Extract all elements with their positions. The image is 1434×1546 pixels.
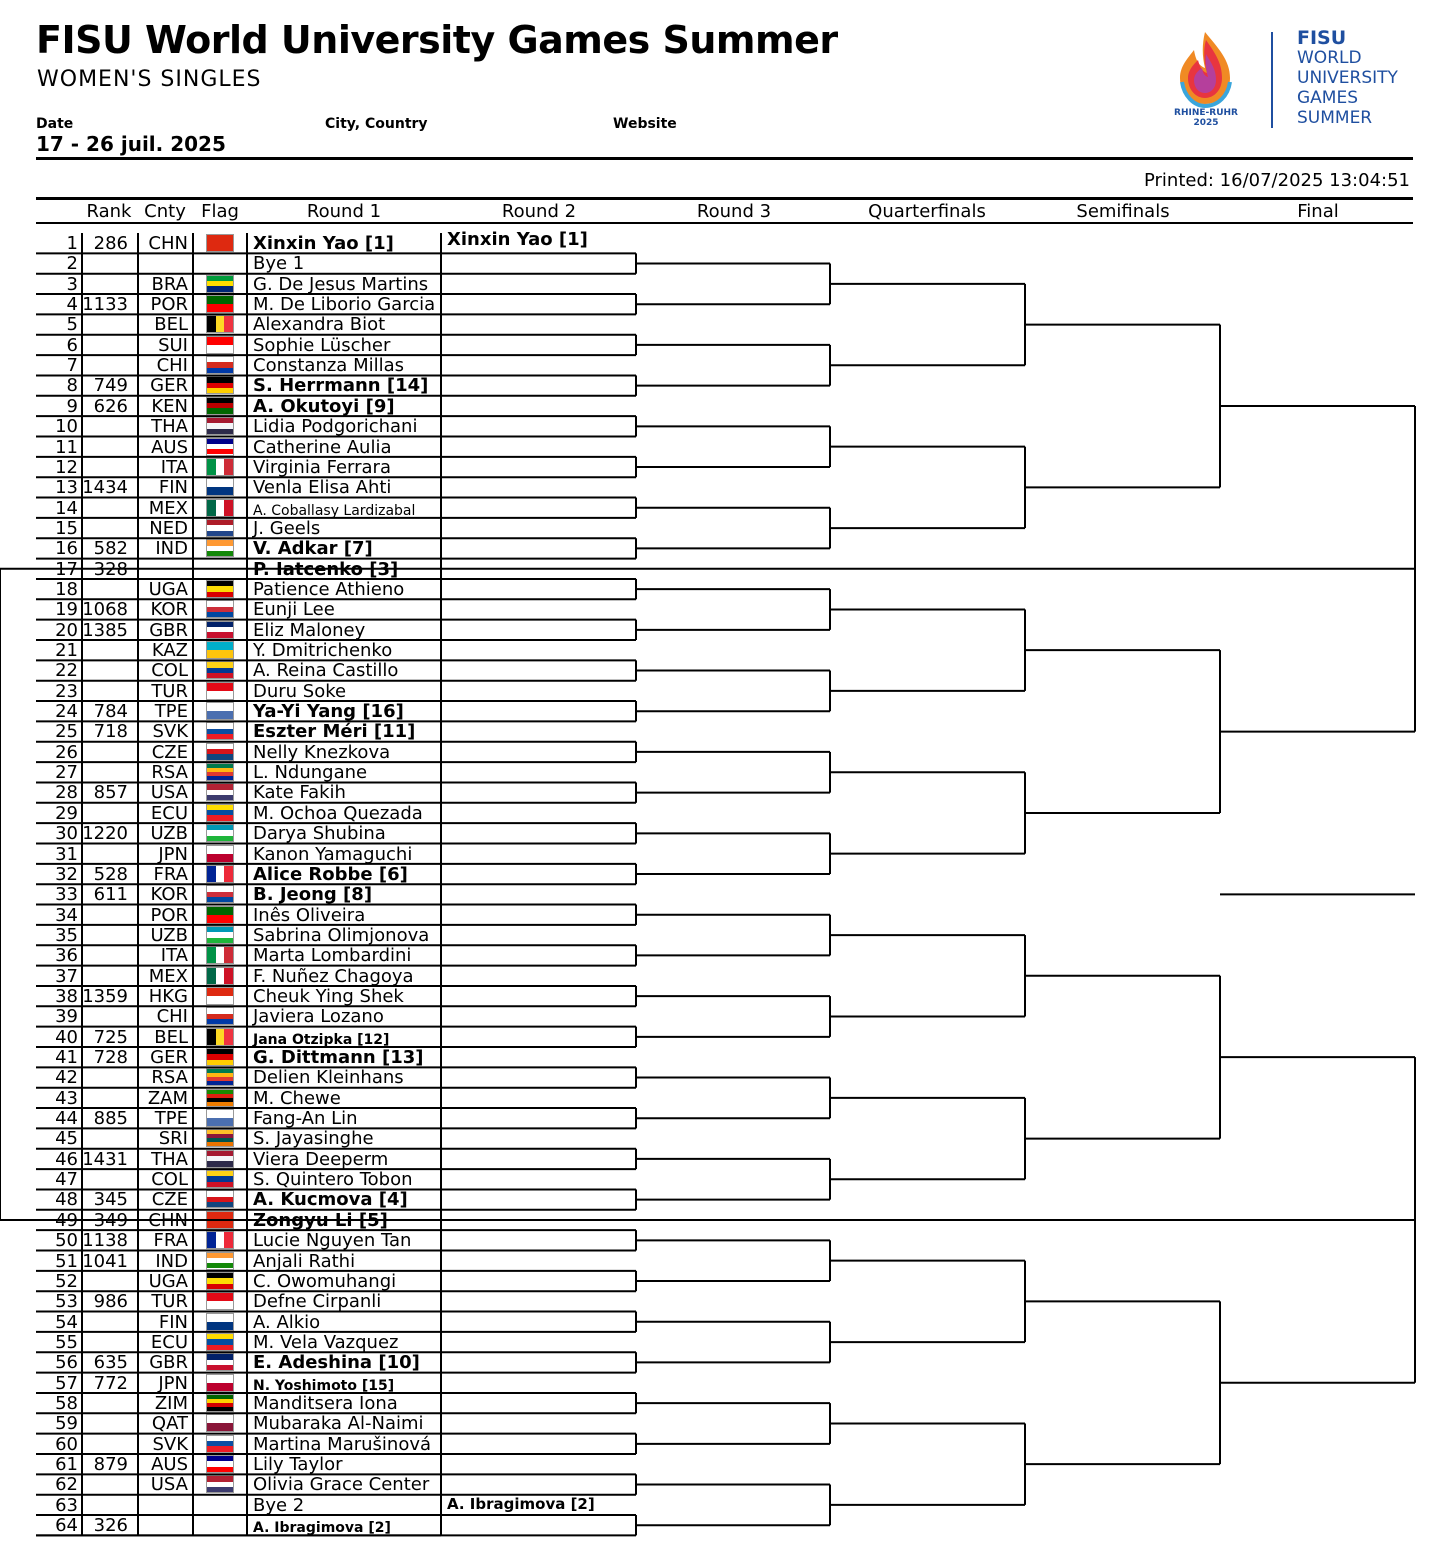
- draw-position: 4: [66, 294, 78, 316]
- player-country: FIN: [158, 1311, 188, 1333]
- player-rank: 1068: [82, 599, 128, 621]
- date-label: Date: [36, 116, 74, 132]
- draw-position: 19: [55, 599, 78, 621]
- player-name: Nelly Knezkova: [253, 741, 391, 763]
- player-rank: 326: [93, 1515, 128, 1537]
- player-country: QAT: [151, 1413, 188, 1435]
- player-rank: 1359: [82, 985, 128, 1007]
- player-name: Delien Kleinhans: [253, 1067, 404, 1089]
- player-country: IND: [155, 1250, 188, 1272]
- draw-position: 2: [66, 253, 78, 275]
- player-country: JPN: [158, 843, 188, 865]
- draw-position: 54: [55, 1311, 78, 1333]
- round-2-winner: A. Ibragimova [2]: [447, 1495, 595, 1514]
- player-country: AUS: [151, 1454, 188, 1475]
- draw-position: 30: [55, 823, 78, 845]
- player-name: S. Quintero Tobon: [253, 1169, 413, 1191]
- player-name: Manditsera Iona: [253, 1392, 398, 1414]
- draw-position: 15: [55, 517, 78, 539]
- player-name: Kanon Yamaguchi: [253, 843, 413, 865]
- player-country: UZB: [150, 823, 188, 845]
- player-country: AUS: [151, 436, 188, 458]
- draw-position: 27: [55, 762, 78, 784]
- page-title: FISU World University Games Summer: [36, 18, 838, 62]
- player-rank: 725: [93, 1026, 128, 1048]
- player-name: Defne Cirpanli: [253, 1291, 382, 1313]
- draw-position: 10: [55, 416, 78, 438]
- player-country: SVK: [152, 1433, 188, 1455]
- draw-position: 31: [55, 843, 78, 865]
- player-name: F. Nuñez Chagoya: [253, 965, 414, 987]
- city-country-label: City, Country: [325, 116, 428, 132]
- column-header-round-3: Round 3: [696, 201, 772, 222]
- player-name: Virginia Ferrara: [253, 456, 391, 478]
- player-name: Jana Otzipka [12]: [253, 1031, 390, 1048]
- player-country: TUR: [151, 1291, 188, 1313]
- player-rank: 635: [93, 1352, 128, 1374]
- player-rank: 857: [93, 782, 128, 804]
- player-country: KOR: [150, 884, 188, 906]
- draw-position: 24: [55, 701, 78, 723]
- player-name: Cheuk Ying Shek: [253, 985, 404, 1007]
- player-country: TUR: [151, 680, 188, 702]
- player-country: ECU: [150, 1331, 188, 1353]
- player-name: Sophie Lüscher: [253, 334, 391, 356]
- draw-position: 64: [55, 1515, 78, 1537]
- player-rank: 582: [93, 538, 128, 560]
- player-country: THA: [151, 416, 188, 438]
- player-name: Sabrina Olimjonova: [253, 924, 430, 946]
- player-name: M. Chewe: [253, 1087, 341, 1109]
- player-country: BRA: [151, 273, 188, 295]
- player-country: KOR: [150, 599, 188, 621]
- player-rank: 1431: [82, 1148, 128, 1170]
- round-2-winner: Xinxin Yao [1]: [447, 229, 588, 251]
- draw-position: 28: [55, 782, 78, 804]
- column-header-rank: Rank: [86, 201, 132, 222]
- draw-position: 47: [55, 1169, 78, 1191]
- draw-position: 55: [55, 1331, 78, 1353]
- player-name: A. Okutoyi [9]: [253, 395, 395, 417]
- draw-position: 26: [55, 741, 78, 763]
- player-country: ITA: [160, 945, 188, 967]
- logo-caption-line-2: 2025: [1193, 118, 1219, 128]
- player-country: GER: [150, 1047, 188, 1068]
- player-country: KAZ: [151, 640, 188, 661]
- draw-position: 48: [55, 1189, 78, 1211]
- player-name: A. Ibragimova [2]: [253, 1520, 391, 1537]
- player-name: C. Owomuhangi: [253, 1270, 397, 1292]
- player-country: NED: [149, 517, 188, 539]
- player-name: L. Ndungane: [253, 762, 368, 784]
- logo-line-university: UNIVERSITY: [1297, 68, 1398, 88]
- player-country: HKG: [148, 985, 188, 1007]
- logo-line-world: WORLD: [1297, 48, 1362, 68]
- player-name: A. Coballasy Lardizabal: [253, 502, 416, 519]
- draw-position: 60: [55, 1433, 78, 1455]
- draw-position: 63: [55, 1494, 78, 1516]
- draw-position: 41: [55, 1047, 78, 1068]
- player-country: JPN: [158, 1372, 188, 1394]
- player-rank: 986: [93, 1291, 128, 1313]
- player-country: BEL: [154, 1026, 188, 1048]
- draw-position: 45: [55, 1128, 78, 1150]
- player-name: S. Jayasinghe: [253, 1128, 374, 1150]
- player-name: A. Kucmova [4]: [253, 1189, 408, 1211]
- player-rank: 718: [93, 721, 128, 743]
- player-name: Olivia Grace Center: [253, 1474, 430, 1496]
- player-country: CHN: [148, 1209, 188, 1231]
- draw-position: 7: [66, 355, 78, 377]
- draw-position: 33: [55, 884, 78, 906]
- player-country: CZE: [151, 1189, 188, 1211]
- draw-position: 39: [55, 1006, 78, 1028]
- player-rank: 1220: [82, 823, 128, 845]
- draw-position: 6: [66, 334, 78, 356]
- player-rank: 1138: [82, 1230, 128, 1252]
- player-country: THA: [151, 1148, 188, 1170]
- player-country: ECU: [150, 802, 188, 824]
- player-country: USA: [150, 1474, 188, 1496]
- draw-position: 1: [66, 233, 78, 254]
- player-country: FRA: [153, 1230, 188, 1252]
- column-header-round-2: Round 2: [501, 201, 577, 222]
- player-country: TPE: [154, 1108, 188, 1130]
- player-country: CHI: [156, 1006, 188, 1028]
- player-country: CHI: [156, 355, 188, 377]
- draw-position: 16: [55, 538, 78, 560]
- player-country: RSA: [151, 762, 188, 784]
- draw-position: 44: [55, 1108, 78, 1130]
- player-name: A. Alkio: [253, 1311, 321, 1333]
- player-country: TPE: [154, 701, 188, 723]
- draw-position: 58: [55, 1392, 78, 1414]
- draw-position: 46: [55, 1148, 78, 1170]
- column-header-round-1: Round 1: [306, 201, 382, 222]
- event-subtitle: WOMEN'S SINGLES: [37, 67, 262, 92]
- player-name: G. Dittmann [13]: [253, 1047, 424, 1068]
- player-country: CHN: [148, 233, 188, 254]
- column-header-semifinals: Semifinals: [1076, 201, 1170, 222]
- player-rank: 784: [93, 701, 128, 723]
- player-country: BEL: [154, 314, 188, 336]
- player-rank: 626: [93, 395, 128, 417]
- logo-caption-line-1: RHINE-RUHR: [1174, 108, 1238, 118]
- player-name: N. Yoshimoto [15]: [253, 1377, 395, 1394]
- draw-position: 35: [55, 924, 78, 946]
- player-country: USA: [150, 782, 188, 804]
- logo-line-games: GAMES: [1297, 88, 1359, 108]
- player-name: J. Geels: [253, 517, 321, 539]
- player-name: Martina Marušinová: [253, 1433, 432, 1455]
- player-name: Eunji Lee: [253, 599, 335, 621]
- player-name: Y. Dmitrichenko: [253, 640, 393, 661]
- player-name: Lucie Nguyen Tan: [253, 1230, 412, 1252]
- player-name: M. De Liborio Garcia: [253, 294, 436, 316]
- player-country: UGA: [148, 578, 188, 600]
- draw-position: 34: [55, 904, 78, 926]
- player-name: P. Iatcenko [3]: [253, 558, 399, 580]
- player-rank: 286: [93, 233, 128, 254]
- draw-position: 3: [66, 273, 78, 295]
- player-name: Inês Oliveira: [253, 904, 366, 926]
- player-name: Kate Fakih: [253, 782, 346, 804]
- player-country: UZB: [150, 924, 188, 946]
- player-country: POR: [150, 294, 188, 316]
- player-name: Viera Deeperm: [253, 1148, 389, 1170]
- draw-position: 22: [55, 660, 78, 682]
- draw-position: 38: [55, 985, 78, 1007]
- logo-line-summer: SUMMER: [1297, 108, 1373, 128]
- player-name: E. Adeshina [10]: [253, 1352, 420, 1374]
- draw-position: 32: [55, 863, 78, 885]
- draw-position: 12: [55, 456, 78, 478]
- draw-position: 52: [55, 1270, 78, 1292]
- draw-position: 57: [55, 1372, 78, 1394]
- player-country: FRA: [153, 863, 188, 885]
- player-name: Constanza Millas: [253, 355, 405, 377]
- player-name: M. Vela Vazquez: [253, 1331, 399, 1353]
- draw-position: 14: [55, 497, 78, 519]
- player-name: Javiera Lozano: [253, 1006, 384, 1028]
- player-country: COL: [151, 1169, 188, 1191]
- draw-position: 51: [55, 1250, 78, 1272]
- player-name: G. De Jesus Martins: [253, 273, 429, 295]
- draw-position: 29: [55, 802, 78, 824]
- draw-position: 59: [55, 1413, 78, 1435]
- player-name: Fang-An Lin: [253, 1108, 358, 1130]
- player-country: ZIM: [154, 1392, 188, 1414]
- player-rank: 1434: [82, 477, 128, 499]
- draw-position: 36: [55, 945, 78, 967]
- player-rank: 885: [93, 1108, 128, 1130]
- draw-position: 62: [55, 1474, 78, 1496]
- player-name: V. Adkar [7]: [253, 538, 373, 560]
- draw-position: 43: [55, 1087, 78, 1109]
- draw-position: 18: [55, 578, 78, 600]
- player-name: Lidia Podgorichani: [253, 416, 418, 438]
- player-name: Marta Lombardini: [253, 945, 412, 967]
- player-country: ITA: [160, 456, 188, 478]
- player-rank: 772: [93, 1372, 128, 1394]
- player-name: Patience Athieno: [253, 578, 405, 600]
- player-name: S. Herrmann [14]: [253, 375, 429, 397]
- player-country: POR: [150, 904, 188, 926]
- player-country: RSA: [151, 1067, 188, 1089]
- draw-position: 11: [55, 436, 78, 458]
- player-rank: 345: [93, 1189, 128, 1211]
- player-country: MEX: [148, 497, 188, 519]
- player-name: Mubaraka Al-Naimi: [253, 1413, 424, 1435]
- player-rank: 728: [93, 1047, 128, 1068]
- player-rank: 1041: [82, 1250, 128, 1272]
- player-country: FIN: [158, 477, 188, 499]
- player-name: Alice Robbe [6]: [253, 863, 408, 885]
- player-name: M. Ochoa Quezada: [253, 802, 423, 824]
- player-country: SVK: [152, 721, 188, 743]
- draw-position: 61: [55, 1454, 78, 1475]
- column-header-flag: Flag: [201, 201, 239, 222]
- player-rank: 879: [93, 1454, 128, 1475]
- player-name: Duru Soke: [253, 680, 347, 702]
- player-name: Xinxin Yao [1]: [253, 233, 394, 254]
- player-name: Zongyu Li [5]: [253, 1209, 388, 1231]
- draw-position: 40: [55, 1026, 78, 1048]
- printed-timestamp: Printed: 16/07/2025 13:04:51: [1143, 170, 1410, 191]
- player-rank: 528: [93, 863, 128, 885]
- player-country: GER: [150, 375, 188, 397]
- player-country: CZE: [151, 741, 188, 763]
- date-value: 17 - 26 juil. 2025: [36, 132, 226, 156]
- player-name: Ya-Yi Yang [16]: [253, 701, 404, 723]
- player-country: IND: [155, 538, 188, 560]
- player-rank: 611: [93, 884, 128, 906]
- draw-position: 17: [55, 558, 78, 580]
- draw-position: 21: [55, 640, 78, 661]
- player-country: SUI: [158, 334, 188, 356]
- column-header-final: Final: [1297, 201, 1339, 222]
- player-name: Bye 1: [253, 253, 305, 275]
- draw-position: 8: [66, 375, 78, 397]
- draw-position: 9: [66, 395, 78, 417]
- column-header-cnty: Cnty: [144, 201, 186, 222]
- player-name: Eszter Méri [11]: [253, 721, 416, 743]
- player-name: Lily Taylor: [253, 1454, 343, 1475]
- player-name: Alexandra Biot: [253, 314, 386, 336]
- draw-position: 42: [55, 1067, 78, 1089]
- player-country: SRI: [158, 1128, 188, 1150]
- column-header-quarterfinals: Quarterfinals: [868, 201, 986, 222]
- player-rank: 1385: [82, 619, 128, 641]
- player-name: A. Reina Castillo: [253, 660, 399, 682]
- player-country: GBR: [149, 619, 188, 641]
- player-name: B. Jeong [8]: [253, 884, 373, 906]
- player-name: Catherine Aulia: [253, 436, 392, 458]
- draw-position: 53: [55, 1291, 78, 1313]
- logo-line-fisu: FISU: [1297, 27, 1347, 49]
- player-rank: 328: [93, 558, 128, 580]
- draw-position: 23: [55, 680, 78, 702]
- player-name: Venla Elisa Ahti: [253, 477, 392, 499]
- draw-position: 20: [55, 619, 78, 641]
- player-name: Bye 2: [253, 1494, 305, 1516]
- draw-position: 49: [55, 1209, 78, 1231]
- draw-position: 56: [55, 1352, 78, 1374]
- player-country: MEX: [148, 965, 188, 987]
- player-rank: 749: [93, 375, 128, 397]
- player-country: UGA: [148, 1270, 188, 1292]
- player-rank: 1133: [82, 294, 128, 316]
- player-country: COL: [151, 660, 188, 682]
- draw-position: 50: [55, 1230, 78, 1252]
- player-country: GBR: [149, 1352, 188, 1374]
- player-name: Anjali Rathi: [253, 1250, 356, 1272]
- draw-position: 25: [55, 721, 78, 743]
- player-country: ZAM: [147, 1087, 188, 1109]
- website-label: Website: [613, 116, 677, 132]
- draw-position: 13: [55, 477, 78, 499]
- player-country: KEN: [151, 395, 188, 417]
- draw-position: 5: [66, 314, 78, 336]
- player-rank: 349: [93, 1209, 128, 1231]
- player-name: Darya Shubina: [253, 823, 386, 845]
- draw-position: 37: [55, 965, 78, 987]
- player-name: Eliz Maloney: [253, 619, 366, 641]
